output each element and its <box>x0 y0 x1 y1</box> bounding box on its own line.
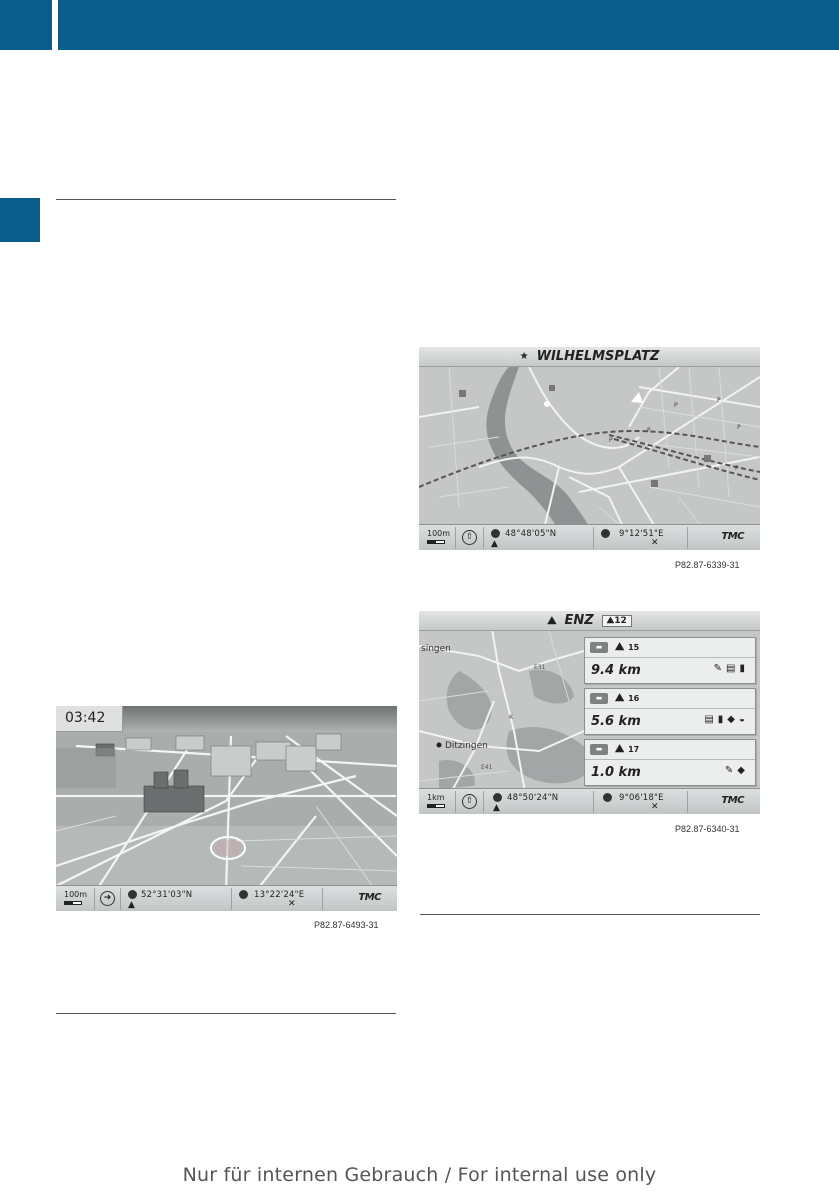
figure-code: P82.87-6340-31 <box>675 824 740 834</box>
3d-city-map <box>56 706 397 911</box>
exit-number: ⛰ 17 <box>615 742 640 755</box>
route-distance: 1.0 km <box>591 765 641 780</box>
nav-route-screen <box>419 611 760 814</box>
nav-3d-map-screen <box>56 706 397 911</box>
footer-watermark: Nur für internen Gebrauch / For internal use only <box>182 1164 657 1186</box>
route-icon: ▲ <box>491 539 498 549</box>
svg-text:P: P <box>674 402 678 409</box>
exit-number-badge: ⛰12 <box>602 615 632 627</box>
exit-number: ⛰ 16 <box>615 691 640 704</box>
route-option-1[interactable] <box>584 637 756 684</box>
header-bar <box>58 0 839 50</box>
status-bar <box>56 885 397 911</box>
compass-icon: ➜ <box>100 891 115 906</box>
compass-icon: ⇧ <box>462 530 477 545</box>
map-scale: 1km <box>427 793 445 802</box>
service-icons: ▤▮◆◒ <box>704 714 749 725</box>
section-rule <box>420 914 760 915</box>
exit-sign-icon: ▬ <box>590 642 608 653</box>
globe-icon <box>239 890 248 899</box>
route-option-3[interactable] <box>584 739 756 786</box>
svg-text:E31: E31 <box>534 664 546 671</box>
latitude: 52°31'03"N <box>141 890 193 900</box>
svg-text:P: P <box>735 465 739 472</box>
route-distance: 9.4 km <box>591 663 641 678</box>
exit-icon: ⛰ <box>547 613 557 627</box>
satellite-icon: ✕ <box>651 538 659 548</box>
exit-sign-icon: ▬ <box>590 693 608 704</box>
service-icons: ✎◆ <box>724 765 749 776</box>
latitude: 48°50'24"N <box>507 793 559 803</box>
tmc-logo: TMC <box>721 531 744 542</box>
route-icon: ▲ <box>128 900 135 910</box>
figure-code: P82.87-6493-31 <box>314 920 379 930</box>
city-map <box>419 347 760 550</box>
section-rule <box>56 1013 396 1014</box>
town-label: Ditzingen <box>445 741 488 751</box>
status-bar <box>419 788 760 814</box>
satellite-icon: ✕ <box>288 899 296 909</box>
longitude: 9°06'18"E <box>619 793 664 803</box>
map-header <box>419 347 760 367</box>
map-scale: 100m <box>64 890 88 899</box>
figure-code: P82.87-6339-31 <box>675 560 740 570</box>
tmc-logo: TMC <box>721 795 744 806</box>
latitude: 48°48'05"N <box>505 529 557 539</box>
home-icon: ★ <box>519 351 529 362</box>
globe-icon <box>601 529 610 538</box>
globe-icon <box>491 529 500 538</box>
svg-text:P: P <box>647 427 651 434</box>
section-rule <box>56 199 396 200</box>
clock: 03:42 <box>56 706 123 732</box>
route-icon: ▲ <box>493 803 500 813</box>
route-title: ENZ <box>564 613 594 628</box>
svg-text:K: K <box>509 714 513 721</box>
exit-sign-icon: ▬ <box>590 744 608 755</box>
exit-number: ⛰ 15 <box>615 640 640 653</box>
scale-bar <box>64 901 82 905</box>
route-header <box>419 611 760 631</box>
svg-text:P: P <box>609 437 613 444</box>
longitude: 9°12'51"E <box>619 529 664 539</box>
satellite-icon: ✕ <box>651 802 659 812</box>
service-icons: ✎▤▮ <box>713 663 749 674</box>
svg-text:E41: E41 <box>481 764 493 771</box>
chapter-tab <box>0 198 40 242</box>
nav-map-screen <box>419 347 760 550</box>
globe-icon <box>603 793 612 802</box>
longitude: 13°22'24"E <box>254 890 305 900</box>
svg-text:P: P <box>737 424 741 431</box>
header-bar-left <box>0 0 52 50</box>
route-option-2[interactable] <box>584 688 756 735</box>
scale-bar <box>427 804 445 808</box>
map-scale: 100m <box>427 529 451 538</box>
route-distance: 5.6 km <box>591 714 641 729</box>
svg-text:P: P <box>717 397 721 404</box>
status-bar <box>419 524 760 550</box>
scale-bar <box>427 540 445 544</box>
globe-icon <box>128 890 137 899</box>
map-title: WILHELMSPLATZ <box>536 349 660 364</box>
town-label: singen <box>421 644 451 654</box>
compass-icon: ⇧ <box>462 794 477 809</box>
globe-icon <box>493 793 502 802</box>
tmc-logo: TMC <box>358 892 381 903</box>
